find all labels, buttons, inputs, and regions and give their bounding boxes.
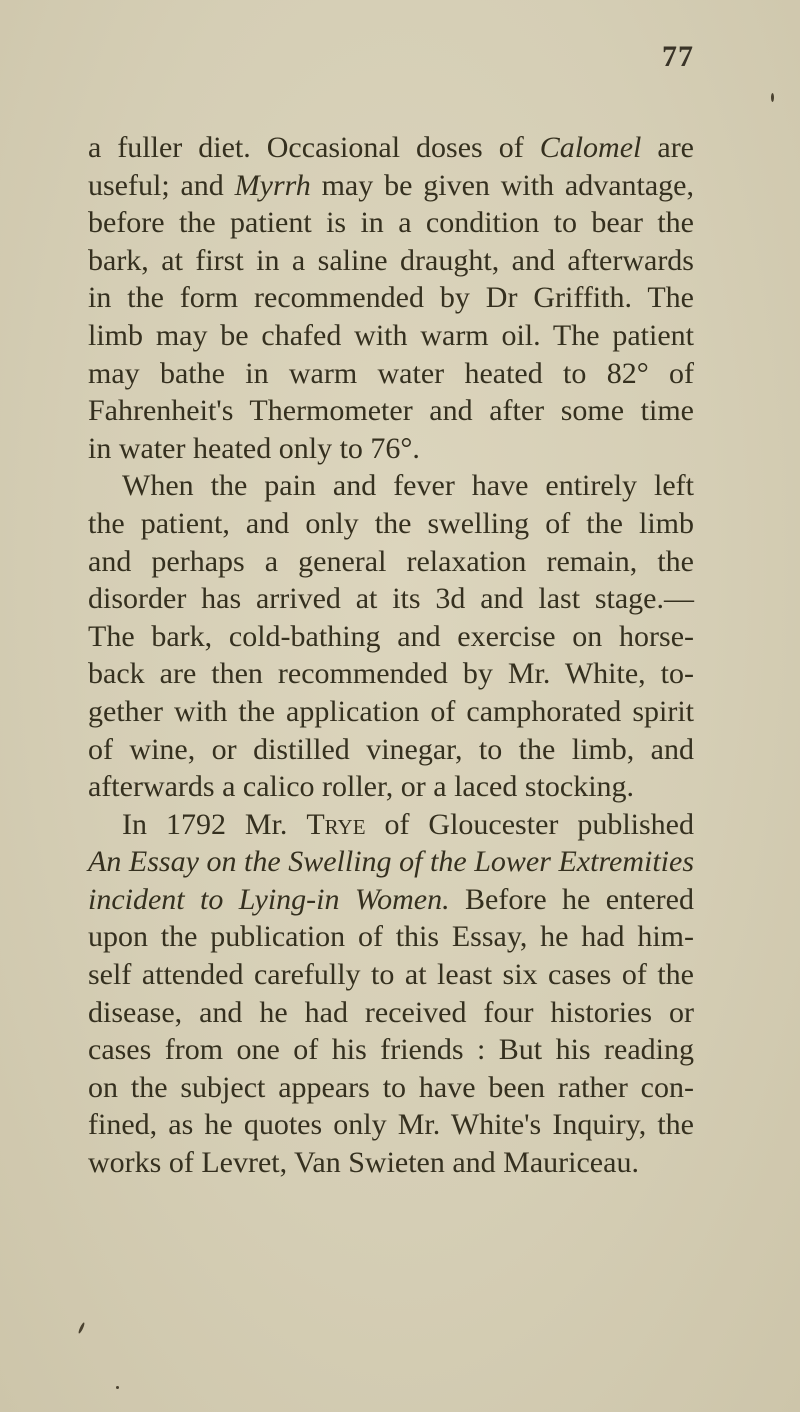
text-segment: on the subject appears to have been rather con-	[88, 1070, 694, 1104]
text-line	[88, 167, 694, 205]
text-line	[88, 918, 694, 956]
text-line	[88, 618, 694, 656]
text-segment: bark, at first in a saline draught, and afterwards	[88, 243, 694, 277]
text-segment: afterwards a calico roller, or a laced stocking.	[88, 770, 635, 804]
text-segment: disorder has arrived at its 3d and last stage.—	[88, 582, 694, 616]
text-line	[88, 1031, 694, 1069]
text-segment: may bathe in warm water heated to 82° of	[88, 356, 694, 390]
text-segment: of wine, or distilled vinegar, to the limb, and	[88, 732, 694, 766]
text-line	[88, 129, 694, 167]
text-segment: are	[641, 131, 694, 164]
text-segment: Myrrh	[234, 168, 311, 202]
text-line	[88, 994, 694, 1032]
text-segment: Trye	[306, 807, 366, 841]
text-segment: may be given with advantage,	[310, 168, 694, 202]
text-line	[88, 467, 694, 505]
text-segment: of Gloucester published	[365, 807, 694, 841]
body-text	[88, 129, 694, 1182]
text-segment: self attended carefully to at least six cases of the	[88, 958, 694, 992]
text-segment: useful; and	[88, 168, 235, 202]
text-line	[88, 956, 694, 994]
paper-speck	[771, 93, 774, 102]
text-line	[88, 242, 694, 280]
text-segment: Fahrenheit's Thermometer and after some time	[88, 394, 694, 428]
text-line	[88, 355, 694, 393]
text-segment: in water heated only to 76°.	[88, 431, 420, 465]
text-segment: Before he entered	[449, 882, 694, 916]
text-line	[88, 317, 694, 355]
text-segment: incident to Lying-in Women.	[88, 882, 450, 916]
text-segment: An Essay on the Swelling of the Lower Extremities	[88, 845, 694, 879]
text-segment: in the form recommended by Dr Griffith. The	[88, 281, 694, 315]
text-segment: the patient, and only the swelling of the limb	[88, 506, 694, 540]
text-segment: limb may be chafed with warm oil. The patient	[88, 318, 694, 352]
text-segment: back are then recommended by Mr. White, to-	[88, 657, 694, 691]
text-segment: upon the publication of this Essay, he had him-	[88, 920, 694, 954]
text-segment: gether with the application of camphorated spirit	[88, 694, 694, 728]
text-line	[88, 204, 694, 242]
text-segment: a fuller diet. Occasional doses of	[88, 131, 540, 164]
text-line	[88, 279, 694, 317]
text-line	[88, 768, 694, 806]
text-segment: disease, and he had received four histories or	[88, 995, 694, 1029]
text-line	[88, 843, 694, 881]
text-line	[88, 881, 694, 919]
page-number: 77	[662, 40, 694, 73]
paper-speck	[78, 1322, 86, 1334]
text-segment: Calomel	[539, 131, 642, 164]
text-line	[88, 505, 694, 543]
text-line	[88, 1144, 694, 1182]
text-line	[88, 392, 694, 430]
text-segment: and perhaps a general relaxation remain, the	[88, 544, 694, 578]
text-line	[88, 580, 694, 618]
text-line	[88, 693, 694, 731]
text-segment: In 1792 Mr.	[122, 807, 307, 841]
text-segment: The bark, cold-bathing and exercise on horse-	[88, 619, 694, 653]
text-segment: When the pain and fever have entirely left	[122, 469, 694, 503]
text-line	[88, 655, 694, 693]
text-line	[88, 731, 694, 769]
text-segment: fined, as he quotes only Mr. White's Inquiry, the	[88, 1108, 694, 1142]
text-line	[88, 1106, 694, 1144]
text-segment: cases from one of his friends : But his reading	[88, 1033, 694, 1067]
text-line	[88, 430, 694, 468]
paper-speck	[116, 1386, 119, 1389]
text-line	[88, 543, 694, 581]
text-segment: works of Levret, Van Swieten and Mauriceau.	[88, 1146, 639, 1180]
text-line	[88, 1069, 694, 1107]
text-line	[88, 806, 694, 844]
text-segment: before the patient is in a condition to bear the	[88, 206, 694, 240]
